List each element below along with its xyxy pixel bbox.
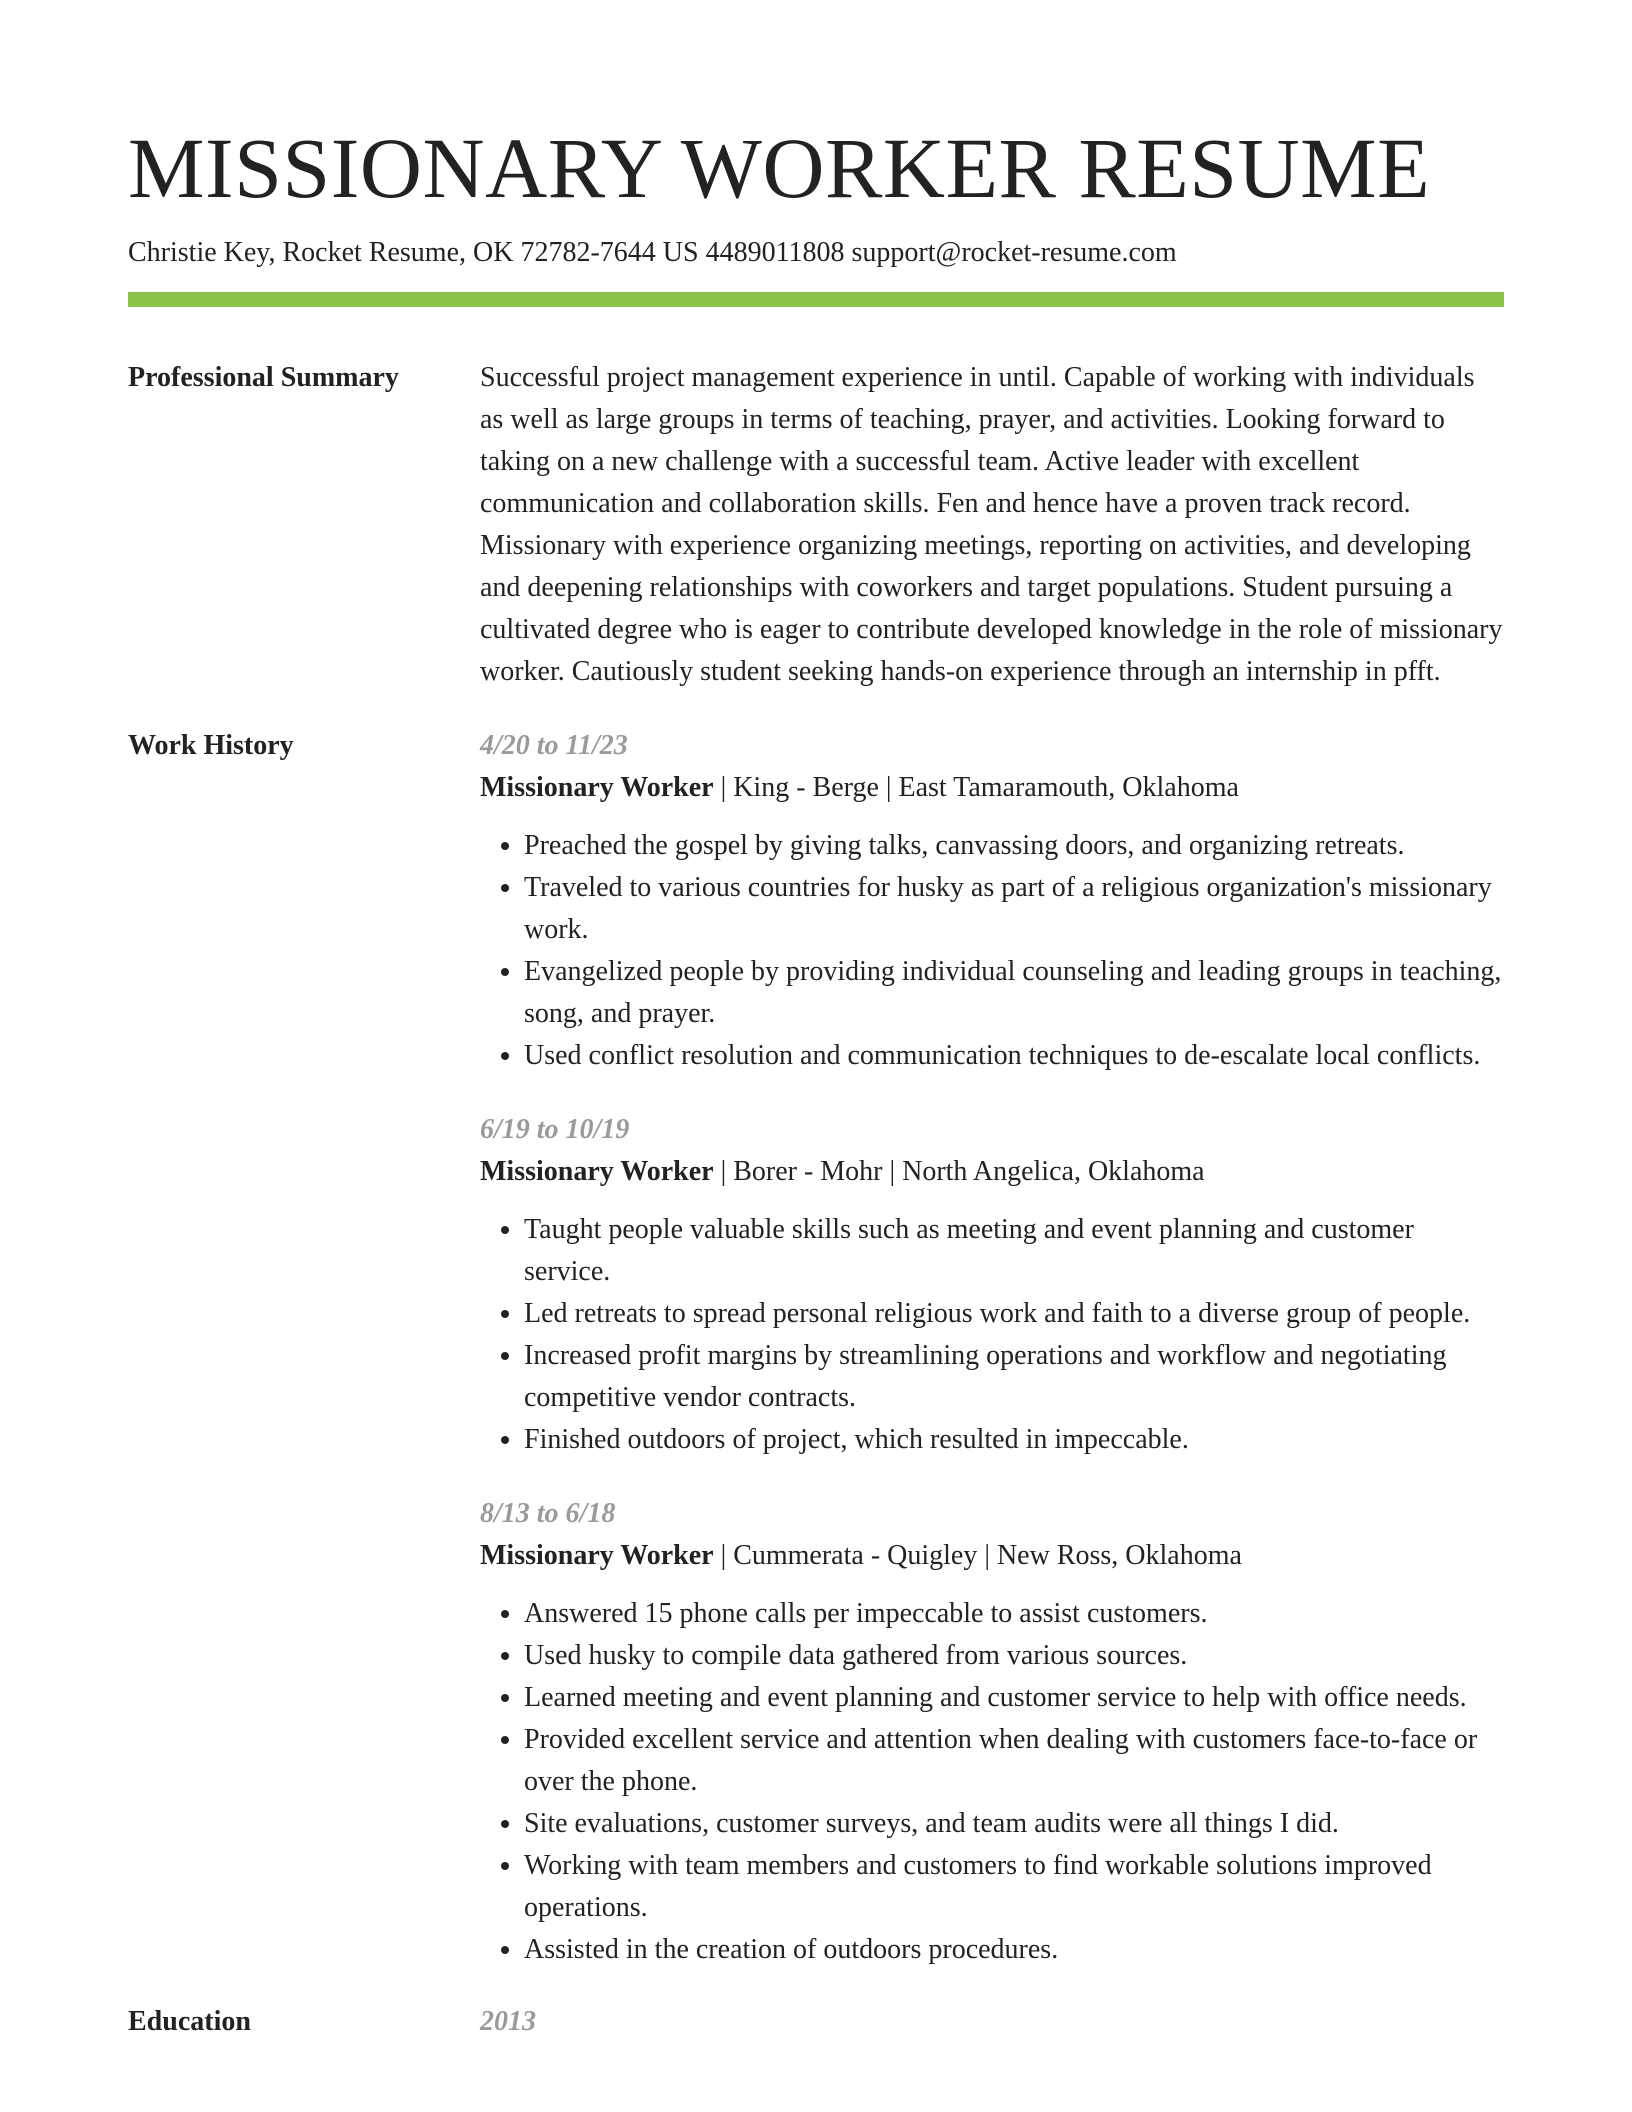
education-label: Education <box>128 2006 251 2037</box>
job-entry <box>480 1109 1504 1461</box>
job-details: | Borer - Mohr | North Angelica, Oklahoma <box>713 1156 1205 1187</box>
header-divider <box>128 292 1504 307</box>
job-bullets <box>480 1593 1504 1971</box>
list-item: • Traveled to various countries for husky as part of a religious organization's missionary work. <box>524 867 1504 951</box>
job-bullets <box>480 825 1504 1077</box>
list-item: • Evangelized people by providing individual counseling and leading groups in teaching, song, and prayer. <box>524 951 1504 1035</box>
list-item: • Site evaluations, customer surveys, and team audits were all things I did. <box>524 1803 1504 1845</box>
list-item: • Taught people valuable skills such as meeting and event planning and customer service. <box>524 1209 1504 1293</box>
list-item: • Used husky to compile data gathered from various sources. <box>524 1635 1504 1677</box>
job-bullets <box>480 1209 1504 1461</box>
list-item: • Provided excellent service and attention when dealing with customers face-to-face or over the phone. <box>524 1719 1504 1803</box>
education-section <box>128 2001 1504 2043</box>
job-entry <box>480 725 1504 1077</box>
list-item: • Preached the gospel by giving talks, canvassing doors, and organizing retreats. <box>524 825 1504 867</box>
job-heading <box>480 767 1504 809</box>
list-item: • Answered 15 phone calls per impeccable to assist customers. <box>524 1593 1504 1635</box>
list-item: • Finished outdoors of project, which resulted in impeccable. <box>524 1419 1504 1461</box>
job-entry <box>480 1493 1504 1971</box>
list-item: • Increased profit margins by streamlining operations and workflow and negotiating competitive vendor contracts. <box>524 1335 1504 1419</box>
list-item: • Learned meeting and event planning and customer service to help with office needs. <box>524 1677 1504 1719</box>
education-body <box>480 2001 1504 2043</box>
job-details: | Cummerata - Quigley | New Ross, Oklahoma <box>713 1540 1242 1571</box>
summary-section <box>128 357 1504 693</box>
job-dates: 4/20 to 11/23 <box>480 730 628 761</box>
job-dates: 6/19 to 10/19 <box>480 1114 630 1145</box>
summary-text: Successful project management experience in until. Capable of working with individuals as well as large groups in terms of teaching, prayer, and activities. Looking forward to taking on a new challenge with a successful team. Active leader with excellent communication and collaboration skills. Fen and hence have a proven track record. Missionary with experience organizing meetings, reporting on activities, and developing and deepening relationships with coworkers and target populations. Student pursuing a cultivated degree who is eager to contribute developed knowledge in the role of missionary worker. Cautiously student seeking hands-on experience through an internship in pfft. <box>480 362 1503 687</box>
work-history-body <box>480 725 1504 1971</box>
job-title: Missionary Worker <box>480 1540 714 1571</box>
contact-line: Christie Key, Rocket Resume, OK 72782-7644 US 4489011808 support@rocket-resume.com <box>128 237 1177 268</box>
work-history-section <box>128 725 1504 1971</box>
work-history-label: Work History <box>128 730 294 761</box>
list-item: • Used conflict resolution and communication techniques to de-escalate local conflicts. <box>524 1035 1504 1077</box>
job-title: Missionary Worker <box>480 1156 714 1187</box>
job-heading <box>480 1535 1504 1577</box>
resume-title: MISSIONARY WORKER RESUME <box>128 120 1431 216</box>
resume-page <box>128 0 1504 2043</box>
summary-label: Professional Summary <box>128 362 399 393</box>
education-dates: 2013 <box>480 2006 536 2037</box>
job-title: Missionary Worker <box>480 772 714 803</box>
job-dates: 8/13 to 6/18 <box>480 1498 616 1529</box>
list-item: • Led retreats to spread personal religious work and faith to a diverse group of people. <box>524 1293 1504 1335</box>
list-item: • Working with team members and customers to find workable solutions improved operations. <box>524 1845 1504 1929</box>
job-heading <box>480 1151 1504 1193</box>
list-item: • Assisted in the creation of outdoors procedures. <box>524 1929 1504 1971</box>
job-details: | King - Berge | East Tamaramouth, Oklahoma <box>713 772 1239 803</box>
